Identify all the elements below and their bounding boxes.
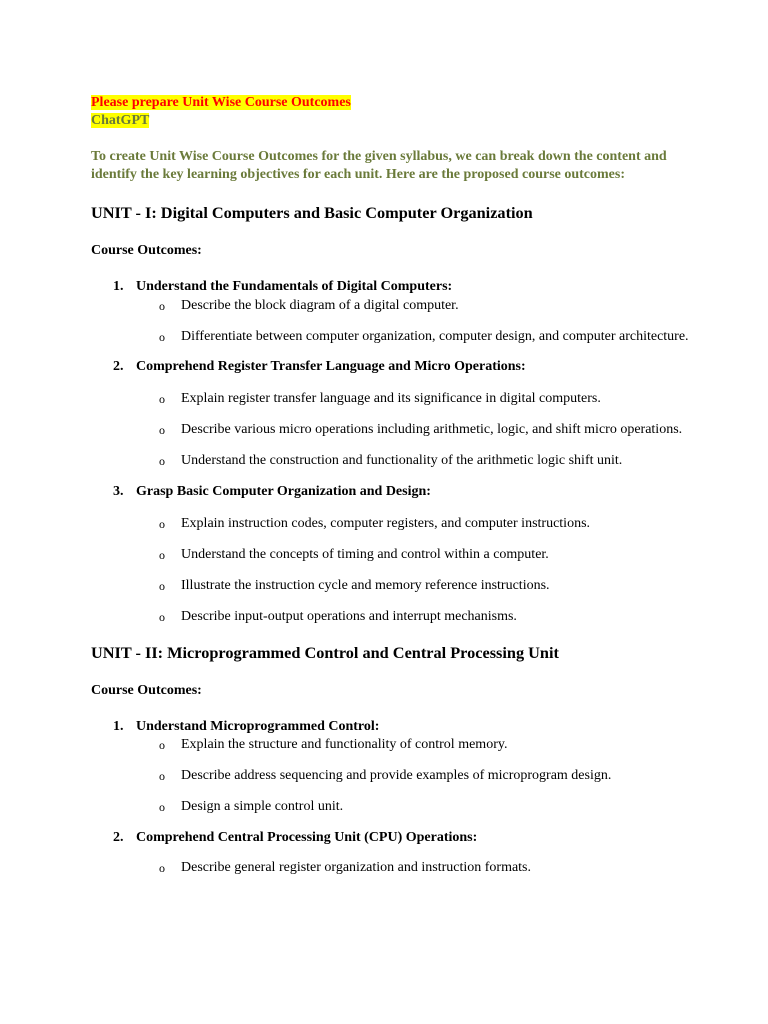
list-item: o Explain instruction codes, computer registers, and computer instructions.	[159, 516, 591, 531]
bullet-o-icon: o	[159, 299, 165, 313]
list-item: o Understand the construction and functionality of the arithmetic logic shift unit.	[159, 453, 623, 468]
outcome-heading: 2. Comprehend Register Transfer Language and Micro Operations:	[113, 359, 526, 374]
list-item: o Illustrate the instruction cycle and memory reference instructions.	[159, 578, 550, 593]
sub-list	[91, 736, 691, 816]
outcome-list	[91, 718, 691, 877]
bullet-o-icon: o	[159, 392, 165, 406]
outcome-number: 2.	[113, 830, 124, 845]
unit-title: UNIT - II: Microprogrammed Control and Central Processing Unit	[91, 643, 559, 662]
list-item: o Describe input-output operations and interrupt mechanisms.	[159, 609, 517, 624]
list-item: o Explain register transfer language and its significance in digital computers.	[159, 391, 601, 406]
course-outcomes-label: Course Outcomes:	[91, 683, 202, 698]
intro-paragraph: To create Unit Wise Course Outcomes for the given syllabus, we can break down the content and identify the key learning objectives for each unit. Here are the proposed course outcomes:	[91, 149, 667, 182]
list-item: o Describe general register organization and instruction formats.	[159, 860, 532, 875]
outcome-heading: 1. Understand Microprogrammed Control:	[113, 719, 380, 734]
outcome-item	[91, 278, 691, 346]
course-outcomes-label: Course Outcomes:	[91, 243, 202, 258]
list-item: o Design a simple control unit.	[159, 799, 344, 814]
bullet-o-icon: o	[159, 423, 165, 437]
outcome-item	[91, 358, 691, 470]
list-item: o Describe address sequencing and provide examples of microprogram design.	[159, 768, 612, 783]
list-item: o Explain the structure and functionality of control memory.	[159, 737, 508, 752]
sub-list	[91, 515, 691, 626]
bullet-o-icon: o	[159, 800, 165, 814]
outcome-item	[91, 829, 691, 877]
prompt-text: Please prepare Unit Wise Course Outcomes	[91, 95, 351, 110]
bullet-o-icon: o	[159, 330, 165, 344]
outcome-number: 1.	[113, 279, 124, 294]
outcome-heading: 2. Comprehend Central Processing Unit (CPU) Operations:	[113, 830, 478, 845]
outcome-heading: 3. Grasp Basic Computer Organization and Design:	[113, 484, 431, 499]
bullet-o-icon: o	[159, 769, 165, 783]
unit-title: UNIT - I: Digital Computers and Basic Computer Organization	[91, 203, 533, 222]
bullet-o-icon: o	[159, 610, 165, 624]
outcome-number: 1.	[113, 719, 124, 734]
outcome-item	[91, 718, 691, 816]
unit-section-2	[91, 643, 691, 877]
bullet-o-icon: o	[159, 517, 165, 531]
sub-list	[91, 390, 691, 470]
list-item: o Understand the concepts of timing and control within a computer.	[159, 547, 549, 562]
bullet-o-icon: o	[159, 579, 165, 593]
bullet-o-icon: o	[159, 454, 165, 468]
unit-section-1	[91, 203, 691, 626]
outcome-item	[91, 483, 691, 626]
bullet-o-icon: o	[159, 548, 165, 562]
outcome-heading: 1. Understand the Fundamentals of Digital Computers:	[113, 279, 453, 294]
document-page	[91, 93, 691, 877]
outcome-number: 3.	[113, 484, 124, 499]
chat-header	[91, 93, 691, 129]
bullet-o-icon: o	[159, 861, 165, 875]
outcome-list	[91, 278, 691, 626]
list-item: o Describe the block diagram of a digital computer.	[159, 298, 459, 313]
sub-list	[91, 297, 691, 346]
bullet-o-icon: o	[159, 738, 165, 752]
author-label: ChatGPT	[91, 113, 150, 128]
list-item: o Describe various micro operations including arithmetic, logic, and shift micro operations.	[159, 422, 683, 437]
outcome-number: 2.	[113, 359, 124, 374]
sub-list	[91, 859, 691, 877]
list-item: o Differentiate between computer organization, computer design, and computer architecture.	[159, 329, 689, 344]
